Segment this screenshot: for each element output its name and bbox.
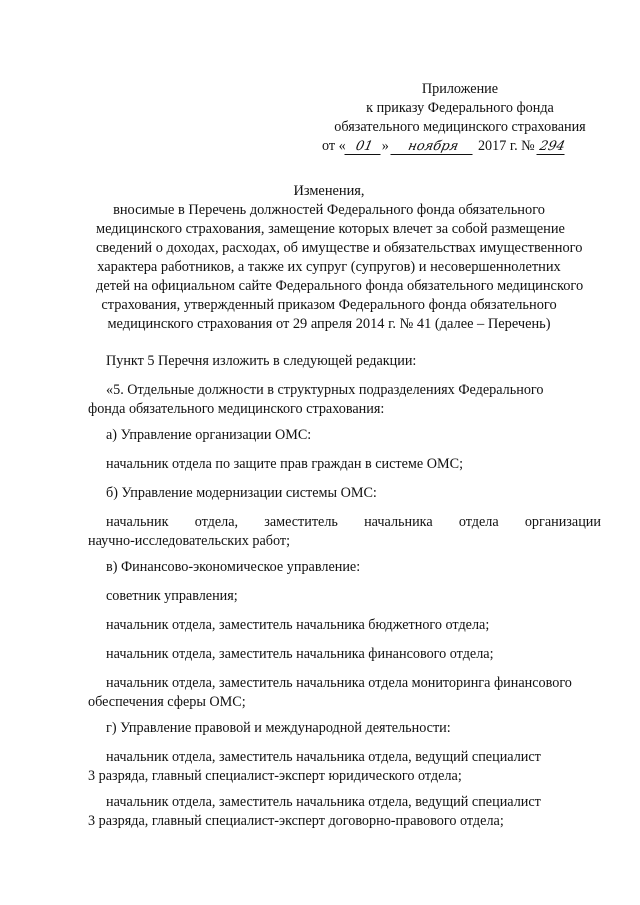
appendix-title: Приложение [421, 81, 499, 97]
title-line: вносимые в Перечень должностей Федерального фонда обязательного [113, 202, 545, 218]
order-year: 2017 г. № [477, 138, 535, 154]
justified-line: начальник отдела, заместитель начальника отдела организации [106, 514, 601, 530]
paragraph: начальник отдела, заместитель начальника отдела организации научно-исследовательских работ; [88, 514, 601, 549]
title-line: страхования, утвержденный приказом Федерального фонда обязательного [101, 297, 557, 313]
document-title [96, 182, 584, 334]
paragraph: начальник отдела, заместитель начальника отдела, ведущий специалист 3 разряда, главный специалист-эксперт договорно-правового отдела; [88, 794, 541, 829]
appendix-order-ref: к приказу Федерального фонда [366, 100, 554, 116]
handwritten-number: 294 [538, 139, 567, 154]
paragraph: б) Управление модернизации системы ОМС: [106, 485, 377, 501]
title-line: сведений о доходах, расходах, об имуществе и обязательствах имущественного [96, 240, 583, 256]
paragraph: начальник отдела, заместитель начальника отдела, ведущий специалист 3 разряда, главный специалист-эксперт юридического отдела; [88, 749, 541, 784]
paragraph: г) Управление правовой и международной деятельности: [106, 720, 451, 736]
paragraph: «5. Отдельные должности в структурных подразделениях Федерального фонда обязательного медицинского страхования: [88, 382, 544, 417]
handwritten-month: ноября [391, 140, 476, 155]
paragraph: в) Финансово-экономическое управление: [106, 559, 361, 575]
paragraph: а) Управление организации ОМС: [106, 427, 312, 443]
handwritten-day: 01 [344, 140, 383, 155]
appendix-fund-name: обязательного медицинского страхования [334, 119, 586, 135]
order-date-line [310, 137, 610, 156]
paragraph: советник управления; [106, 588, 238, 604]
title-line: характера работников, а также их супруг (супругов) и несовершеннолетних [97, 259, 561, 275]
title-line: детей на официальном сайте Федерального фонда обязательного медицинского [96, 278, 584, 294]
title-line: медицинского страхования от 29 апреля 2014 г. № 41 (далее – Перечень) [107, 316, 551, 332]
paragraph: начальник отдела, заместитель начальника финансового отдела; [106, 646, 494, 662]
paragraph: начальник отдела, заместитель начальника отдела мониторинга финансового обеспечения сферы ОМС; [88, 675, 572, 710]
title-line: медицинского страхования, замещение которых влечет за собой размещение [96, 221, 565, 237]
appendix-header [310, 80, 610, 156]
title-heading: Изменения, [293, 183, 365, 199]
order-prefix: от « [322, 138, 346, 154]
paragraph: Пункт 5 Перечня изложить в следующей редакции: [106, 353, 417, 369]
paragraph: начальник отдела, заместитель начальника бюджетного отдела; [106, 617, 490, 633]
paragraph: начальник отдела по защите прав граждан в системе ОМС; [106, 456, 464, 472]
order-mid: » [381, 138, 389, 154]
